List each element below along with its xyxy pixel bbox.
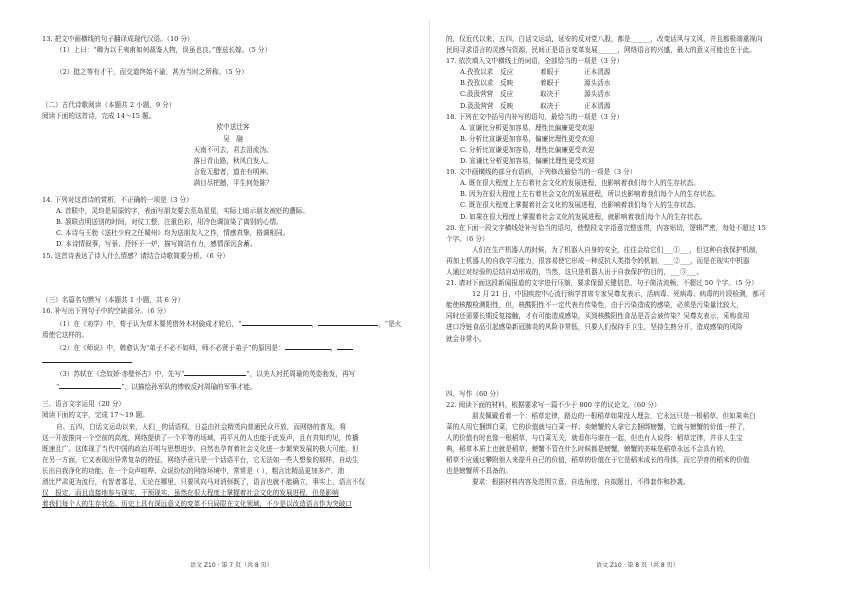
question-15: 15. 这首诗表达了诗人什么情感？请结合诗歌简要分析。（6 分）	[42, 251, 230, 260]
q22-requirements: 要求：根据材料内容及范围立意，自选角度，自拟题目，不得套作和抄袭。	[472, 478, 690, 487]
q22-material-line: 朋友佩戴看着一个：稻草定律，路边的一根稻草如果没人理会，它永远只是一根稻草，但如果卖白	[472, 411, 756, 420]
q17-cell: A.孜孜以求	[460, 68, 494, 77]
poem-verse: 言危无腊者，道在有明神。	[193, 167, 273, 176]
q17-cell: 正本清源	[584, 101, 611, 110]
q18-option: D. 宣谦比分析更加容易，偏廉比理性更受欢迎	[460, 157, 595, 166]
poem-verse: 满目尽把撼，平生何处陈？	[193, 178, 273, 187]
answer-blank[interactable]	[184, 367, 246, 376]
q17-option-row	[446, 78, 828, 89]
q17-option-row	[446, 101, 828, 112]
q22-material-line: 也是螃蟹所不具备的。	[446, 467, 512, 476]
q17-cell: 源头活水	[584, 79, 611, 88]
q17-cell: 正本清源	[584, 68, 611, 77]
passage-continued: 民间寻求语言的灵感与资源，民间正是语言变革发展______，网络语言的兴盛，最大的意义可能也在于此。	[446, 46, 756, 55]
q17-cell: 源头活水	[584, 90, 611, 99]
q22-material-line: 菜的人用它捆绑白菜，它的价值就与白菜一样；卖螃蟹的人拿它去捆绑螃蟹，它就与螃蟹的价值一样了，	[446, 422, 750, 431]
recitation-section-heading: （三）名篇名句默写（本题共 1 小题，共 6 分）	[42, 295, 185, 304]
q16-item-3-text: （3）苏轼在《念奴娇·赤壁怀古》中，先写“	[56, 370, 185, 379]
q16-item-1: （1）在《劝学》中，荀子认为草木要凭借外木材偷成才轮后，“ ， ，“是火	[42, 317, 424, 330]
poem-author: 吴 融	[223, 134, 243, 143]
q17-cell: 反映	[500, 101, 514, 110]
question-19: 19. 文中画横线的部分有语病，下列修改最恰当的一项是（3 分）	[446, 168, 637, 177]
question-18: 18. 下列在文中括号内补写的语句，最恰当的一项是（3 分）	[446, 112, 624, 121]
passage-continued: 的，仅近代以来，五四，白话文运动，延安的反对党八股，都是______，改变话风与文风，并且都极端重视向	[446, 35, 763, 43]
q17-cell: C.汲汲营营	[460, 90, 494, 99]
q19-option: D. 如果在很大程度上掌握着社会文化的发展进程，就影响着我们每个人的生存状态。	[460, 212, 707, 221]
q16-item-2: （2）在《师说》中，韩愈认为“弟子不必不如师，师不必贤于弟子”的原因是： ，	[42, 341, 424, 354]
q17-option-row	[446, 67, 828, 78]
passage-line-underlined: 仅__报定，而且直接地参与现实，干预现实，虽然在很大程度上掌握着社会文化的发展进程，但是影响	[42, 489, 339, 498]
q16-item-3-tail: ”，以描绘孙军队的惨败反衬周瑜的军事才能。	[121, 383, 257, 392]
q16-item-2-text: （2）在《师说》中，韩愈认为“弟子不必不如师，师不必贤于弟子”的原因是：	[56, 343, 285, 352]
q21-news-line: 就会非常小。	[446, 334, 486, 343]
left-page: 13. 把文中画横线的句子翻译成现代汉语。（10 分） （1）上曰：“卿为以王夷甫如何裁鉴人物，误虽也良。”莲兹长嫁。（5 分） （2）挺之等有才干，而交道终始不渝，甚为当时之所称。（5 分） （二）古代诗歌阅读（本题共 2 小题，9 分） 阅读下面的这首诗，完成 14～15 题。 欧中送迁客 吴 融 天南不可去，君去泪流沩。 落日青山路，秋风白发人。 言危无腊者，道在有明神。 满目尽把撼，平生何处陈？ 14. 下列对这首诗的赏析，不正确的一项是（3 分） A. 首联中，灵均是屈原的字，表面写朋友要去荒岛星星，实际上暗示朋友被贬的遭际。 B. 颔联点明送别的时间，对仗工整，注重色彩，用冷色调渲染了离别的心情。 C. 本诗与王勃《送杜少府之任蜀州》均为送朋友入之作，情感真挚，格调相同。 D. 本诗情叙事，写景、抒怀于一炉，描写简洁有力，感情深沉含蓄。 15. 这首诗表达了诗人什么情感？请结合诗歌简要分析。（6 分） （三）名篇名句默写（本题共 1 小题，共 6 分） 16. 补写出下列句子中的空缺部分。（6 分） （1）在《劝学》中，荀子认为草木要凭借外木材偷成才轮后，“ ， ，“是火 焉使它这样的。 （2）在《师说》中，韩愈认为“弟子不必不如师，师不必贤于弟子”的原因是： ， （3）苏轼在《念奴娇·赤壁怀古》中，先写“ ”，以美人衬托周瑜的英姿勃发，再写 “ ”，以描绘孙军队的惨败反衬周瑜的军事才能。 三、语言文字运用（20 分） 阅读下面的文字，完成 17～19 题。 自、五四，白话文运动以来，人们__的话语权，日益由社会精英向普通民众开放，而网络的普及，将 这一开放推向一个空前的高度，网络提供了一个平等的场域，再平凡的人也能于此发声，且有真知灼见，传播 既速且广。这体现了当代中国的政治开明与思想进步，自然也孕育着社会文化进一步繁荣发展的极大可能，但 在另一方面，它又表现出异常复杂的特征，网络毕竟只是一个话语平台，它无法如一些人想象的那样，自动生 长出自我净化的功能，在一个众声喧哗、众说纷纭的网络环境中，常常是（ ），粗言比精品更加多产，油 滑比严肃更为流行，有智者寡足，无论在哪里，只要风向马对消弭既了，语言也就不能确立，事实上，语言不仅 仅__报定，而且直接地参与现实，干预现实，虽然在很大程度上掌握着社会文化的发展进程，但是影响 着我们每个人的生存状态。历史上具有深远意义的变革不只局限在文化领域，不少是以改造语言作为突破口	[42, 34, 424, 558]
q14-option: B. 颔联点明送别的时间，对仗工整，注重色彩，用冷色调渲染了离别的心情。	[56, 218, 283, 227]
q16-item-1-text: （1）在《劝学》中，荀子认为草木要凭借外木材偷成才轮后，“	[56, 319, 242, 328]
q17-cell: D.汲汲营营	[460, 101, 494, 110]
question-13: 13. 把文中画横线的句子翻译成现代汉语。（10 分）	[42, 35, 194, 43]
question-16: 16. 补写出下列句子中的空缺部分。（6 分）	[42, 306, 170, 315]
poetry-section-heading: （二）古代诗歌阅读（本题共 2 小题，9 分）	[42, 101, 176, 110]
q22-material-line: 人的价值有时也像一根稻草，与白菜无关，就看你与谁在一起，但也有人说得：稻草定律，并非人生宝	[446, 434, 743, 442]
q19-option: A. 既在很大程度上左右着社会文化的发展进程，也影响着我们每个人的生存状态。	[460, 179, 700, 188]
q13-sentence-2: （2）挺之等有才干，而交道终始不渝，甚为当时之所称。（5 分）	[56, 68, 248, 77]
q19-option: B. 因为在很大程度上左右着社会文化的发展进程，所以也影响着我们每个人的生存状态。	[460, 190, 720, 199]
question-17: 17. 依次填入文中横线上的词语，全部恰当的一项是（3 分）	[446, 57, 624, 66]
q17-cell: 取决于	[540, 101, 560, 110]
q16-item-1-cont: 焉使它这样的。	[42, 330, 89, 339]
passage-line: 自、五四，白话文运动以来，人们__的话语权，日益由社会精英向普通民众开放，而网络的普及，将	[56, 422, 347, 431]
q21-news-line: 进口冷链食品引起感染新冠肺炎的风险非常低，只要人们保持手卫生，坚持生熟分开，造成感染的风险	[446, 323, 743, 332]
q16-item-3-mid: ”，以美人衬托周瑜的英姿勃发，再写	[246, 370, 356, 379]
q21-news-line: 能使核酸检测阳性，但，核酸阳性不一定代表有传染性，由于污染造成的感染，必须是污染量比较大，	[446, 301, 743, 310]
page-footer-left: 语文 Z10 · 第 7 页（共 8 页）	[190, 562, 273, 569]
question-14: 14. 下列对这首诗的赏析，不正确的一项是（3 分）	[42, 196, 193, 205]
poem-title: 欧中送迁客	[216, 123, 250, 132]
q17-cell: 反映	[500, 79, 514, 88]
answer-blank[interactable]	[42, 354, 132, 363]
q17-cell: 反应	[500, 90, 514, 99]
q20-passage-line: 再加上机器人的自我学习能力，很容易使它形成一种反抗人类指令的机制，___②___，而是在现实中机器	[446, 256, 750, 265]
q22-material-line: 典，稻草本质上也就是稻草，螃蟹不管在什么时候都是螃蟹，螃蟹的美味是稻草永远不会具有的，	[446, 445, 730, 454]
passage-line-underlined: 着我们每个人的生存状态。历史上具有深远意义的变革不只局限在文化领域，不少是以改造语言作为突破口	[42, 500, 352, 509]
q14-option: D. 本诗情叙事，写景、抒怀于一炉，描写简洁有力，感情深沉含蓄。	[56, 240, 257, 249]
q16-item-3	[42, 367, 424, 380]
q18-option: B. 分析比宣谦更加容易，偏廉比理性更受欢迎	[460, 134, 595, 143]
q21-news-line: 12 月 21 日，中国疾控中心流行病学首席专家吴尊友表示，活病毒、死病毒、病毒的片段检测，都可	[472, 290, 766, 299]
passage-line: 滑比严肃更为流行，有智者寡足，无论在哪里，只要风向马对消弭既了，语言也就不能确立，事实上，语言不仅	[42, 478, 366, 486]
answer-blank[interactable]	[337, 341, 353, 350]
language-section-heading: 三、语言文字运用（20 分）	[42, 400, 126, 409]
q22-material-line: 稻草不应通过攀附他人来提升自己的价值，稻草的价值在于它是稻米成长的母体，而它孕育的稻米的价值	[446, 456, 750, 465]
answer-blank[interactable]	[59, 380, 121, 389]
passage-line: 长出自我净化的功能，在一个众声喧哗、众说纷纭的网络环境中，常常是（ ），粗言比精品更加多产，油	[42, 466, 345, 475]
right-page	[446, 34, 828, 558]
q21-news-line: 同时还需要长期反复接触，才有可能造成感染，买到核酸阳性食品是否会被传染？吴尊友表示，采购食用	[446, 312, 750, 321]
answer-blank[interactable]	[242, 317, 312, 326]
q17-cell: B.孜孜以求	[460, 79, 494, 88]
poetry-intro: 阅读下面的这首诗，完成 14～15 题。	[42, 112, 156, 121]
q14-option: C. 本诗与王勃《送杜少府之任蜀州》均为送朋友入之作，情感真挚，格调相同。	[56, 229, 290, 238]
q20-passage-line: 人们在生产机器人的时候，为了机器人自身的安全，往往会给它们___①___，但这种自我保护机制，	[472, 245, 763, 254]
answer-blank[interactable]	[285, 341, 331, 350]
question-20: 20. 在下面一段文字横线处补写恰当的语句，使整段文字语意完整连贯，内容贴切，逻辑严密，每处不超过 15	[446, 223, 766, 232]
passage-line: 在另一方面，它又表现出异常复杂的特征，网络毕竟只是一个话语平台，它无法如一些人想象的那样，自动生	[42, 455, 359, 464]
q17-cell: 取决于	[540, 90, 560, 99]
passage-line: 这一开放推向一个空前的高度，网络提供了一个平等的场域，再平凡的人也能于此发声，且有真知灼见，传播	[42, 433, 359, 442]
poem-verse: 天南不可去，君去泪流沩。	[193, 145, 273, 154]
q17-cell: 着眼于	[540, 79, 560, 88]
question-20-cont: 个字。（6 分）	[446, 234, 489, 243]
question-22: 22. 阅读下面的材料，根据要求写一篇不少于 800 字的议论文。（60 分）	[446, 400, 661, 409]
q18-option: A. 宣谦比分析更加容易，理性比偏廉更受欢迎	[460, 123, 595, 132]
poem-verse: 落日青山路，秋风白发人。	[193, 156, 273, 165]
q16-item-1-tail: ，“是火	[378, 319, 402, 328]
q17-option-row	[446, 89, 828, 100]
q18-option: C. 分析比宣谦更加容易，理性比偏廉更受欢迎	[460, 145, 595, 154]
q17-cell: 反应	[500, 68, 514, 77]
language-intro: 阅读下面的文字，完成 17～19 题。	[42, 411, 149, 420]
passage-line: 既速且广。这体现了当代中国的政治开明与思想进步，自然也孕育着社会文化进一步繁荣发展的极大可能，但	[42, 444, 359, 453]
writing-section-heading: 四、写作（60 分）	[446, 389, 503, 398]
question-21: 21. 请对下面这段新闻报道的文字进行压缩，要求保留关键信息，句子简洁流畅，不超过 50 个字。（5 分）	[446, 279, 758, 288]
q19-option: C. 既在很大程度上掌握着社会文化的发展进程，也影响着我们每个人的生存状态。	[460, 201, 700, 210]
q17-cell: 着眼于	[540, 68, 560, 77]
q20-passage-line: 人通过对经验的总结自动形成的，当然，这只是机器人出于自我保护的目的，___③___。	[446, 267, 704, 276]
answer-blank[interactable]	[318, 317, 378, 326]
q14-option: A. 首联中，灵均是屈原的字，表面写朋友要去荒岛星星，实际上暗示朋友被贬的遭际。	[56, 207, 309, 216]
q13-sentence-1: （1）上曰：“卿为以王夷甫如何裁鉴人物，误虽也良。”莲兹长嫁。（5 分）	[56, 46, 272, 55]
page-fold-divider	[429, 20, 430, 570]
page-footer-right: 语文 Z10 · 第 8 页（共 8 页）	[596, 562, 679, 569]
